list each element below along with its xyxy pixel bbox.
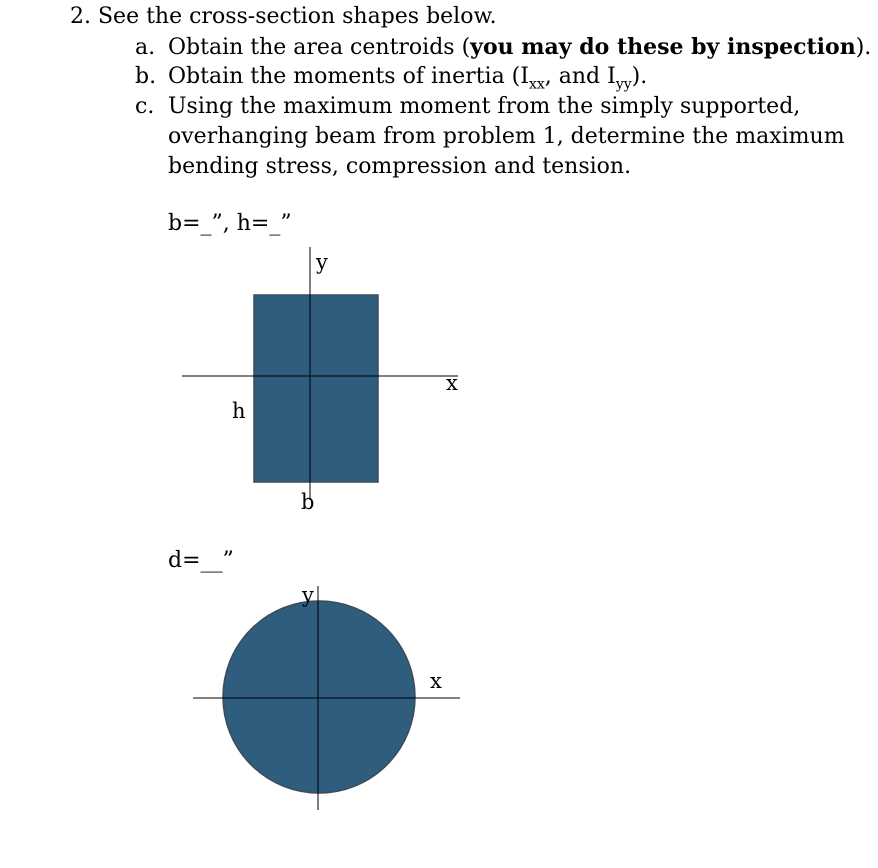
circle-dims-label: d=__” — [168, 548, 234, 573]
item-b-text-after: ). — [631, 64, 648, 89]
circle-y-label: y — [302, 583, 314, 607]
item-c-line-3: bending stress, compression and tension. — [168, 154, 632, 179]
item-b-sub-yy: yy — [615, 76, 632, 93]
item-b-label: b. — [135, 64, 157, 89]
item-b-sub-xx: xx — [528, 76, 545, 93]
circle-section — [193, 583, 460, 810]
rectangle-section — [182, 247, 458, 514]
item-c-line-1: Using the maximum moment from the simply supported, — [168, 94, 801, 119]
circle-shape — [223, 601, 415, 793]
item-c-label: c. — [135, 94, 155, 119]
item-a-text-before: Obtain the area centroids ( — [168, 35, 471, 60]
rectangle-width-label: b — [301, 490, 315, 514]
rectangle-y-label: y — [316, 250, 328, 274]
item-b-text-before: Obtain the moments of inertia (I — [168, 64, 529, 89]
item-b-text-mid: , and I — [544, 64, 616, 89]
rectangle-x-label: x — [446, 371, 458, 395]
problem-heading: 2. See the cross-section shapes below. — [70, 4, 497, 29]
item-a-label: a. — [135, 35, 156, 60]
item-c-line-2: overhanging beam from problem 1, determine the maximum — [168, 124, 845, 149]
rectangle-dims-label: b=_”, h=_” — [168, 211, 292, 236]
rectangle-height-label: h — [232, 399, 246, 423]
rectangle-shape — [254, 295, 378, 482]
circle-x-label: x — [430, 669, 442, 693]
item-a-text-bold: you may do these by inspection — [470, 34, 856, 60]
item-a-text-after: ). — [855, 35, 872, 60]
